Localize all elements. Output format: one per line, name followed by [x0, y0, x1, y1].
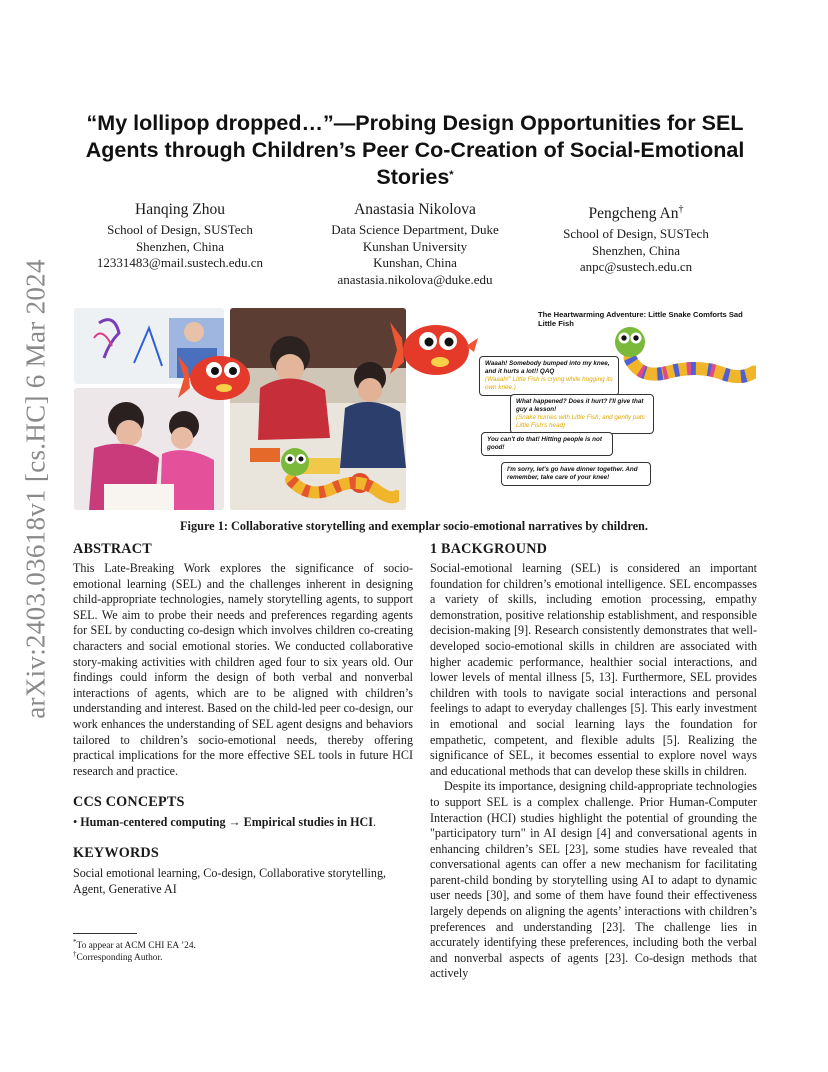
clay-snake-icon — [279, 440, 399, 506]
author-location: Shenzhen, China — [135, 238, 225, 254]
speech-bubble-3 — [481, 432, 613, 456]
bubble-stage-direction: (Waaah!” Little Fish is crying while hugging its own knee.) — [485, 376, 613, 391]
abstract-text: This Late-Breaking Work explores the significance of socio-emotional learning (SEL) and the challenges inherent in designing child-appropriate technologies, namely storytelling agents, to support SEL. We aim to probe their needs and preferences regarding agents for SEL by conducting co-design which involves children co-creating characters and social emotional stories. We conducted collaborative story-making activities with children aged four to six years old. Our findings could inform the design of both verbal and nonverbal interactions of agents, which are to be aligned with children’s understanding and interest. Based on the child-led peer co-design, our work enhances the understanding of SEL agent designs and behaviors tailored to children’s socio-emotional needs, thereby offering practical implications for the more effective SEL tools in future HCI research and practice. — [73, 561, 413, 778]
title-line-3: Stories — [376, 165, 450, 189]
background-paragraph-2: Despite its importance, designing child-appropriate technologies to support SEL is a complex challenge. Prior Human-Computer Interaction (HCI) studies highlight the potential of grounding the "participatory turn" in AI design [4] and conversational agents in enhancing children’s SEL [23], some studies have revealed that conversational agents can offer a new mechanism for facilitating parent-child bonding by storytelling using AI to adapt to dynamic user needs [30], and some of them have found their effectiveness largely depends on aligning the agents’ interactions with children’s preferences and understanding [23]. The challenge lies in accurately identifying these preferences, including both the verbal and nonverbal aspects of agents [23]. Co-design methods that actively — [430, 779, 757, 981]
background-heading: 1 BACKGROUND — [430, 541, 548, 557]
ccs-text — [73, 815, 413, 831]
ccs-period: . — [373, 815, 377, 830]
title-footnote-mark: * — [449, 169, 454, 181]
arxiv-stamp-text: arXiv:2403.03618v1 [cs.HC] 6 Mar 2024 — [20, 259, 51, 719]
footnote-mark: * — [73, 938, 77, 946]
footnote-text: To appear at ACM CHI EA ’24. — [76, 941, 196, 952]
author-block-2 — [322, 200, 508, 288]
author-name: Anastasia Nikolova — [354, 201, 476, 218]
author-email: anastasia.nikolova@duke.edu — [337, 271, 493, 287]
abstract-heading: ABSTRACT — [73, 541, 152, 557]
bubble-stage-direction: (Snake hurries with Little Fish, and gently pats Little Fish's head) — [516, 414, 645, 429]
left-column — [73, 540, 413, 897]
clay-fish-icon — [178, 348, 258, 406]
speech-bubble-2 — [510, 394, 654, 434]
author-block-1 — [95, 200, 265, 272]
author-affiliation: School of Design, SUSTech — [563, 226, 709, 242]
arxiv-stamp — [14, 259, 58, 719]
author-block-3 — [550, 200, 722, 276]
figure-1 — [74, 308, 754, 510]
author-location: Shenzhen, China — [591, 242, 681, 258]
figure-caption: Figure 1: Collaborative storytelling and exemplar socio-emotional narratives by children. — [180, 519, 648, 533]
paper-title — [70, 110, 760, 191]
keywords-heading: KEYWORDS — [73, 844, 159, 861]
bubble-text: What happened? Does it hurt? I'll give that guy a lesson! — [516, 398, 644, 413]
footnote-mark: † — [73, 950, 77, 958]
story-title: The Heartwarming Adventure: Little Snake Comforts Sad Little Fish — [538, 310, 743, 328]
footnote-2 — [73, 948, 162, 964]
speech-bubble-4 — [501, 462, 651, 486]
title-line-1: “My lollipop dropped…”—Probing Design Opportunities for SEL — [86, 111, 744, 135]
author-name: Hanqing Zhou — [135, 201, 225, 218]
photo-girls-coloring — [74, 388, 224, 510]
bubble-text: Waaah! Somebody bumped into my knee, and it hurts a lot!! QAQ — [485, 360, 610, 375]
bubble-text: You can't do that! Hitting people is not good! — [487, 436, 602, 451]
author-name: Pengcheng An — [588, 205, 679, 223]
clay-fish-icon — [390, 316, 478, 382]
author-affiliation-2: Kunshan University — [362, 238, 468, 254]
ccs-heading: CCS CONCEPTS — [73, 794, 185, 811]
ccs-bullet: • — [73, 815, 78, 830]
bubble-text: I'm sorry, let's go have dinner together. And remember, take care of your knee! — [507, 466, 638, 481]
author-footnote-mark: † — [678, 204, 684, 215]
author-affiliation: School of Design, SUSTech — [107, 222, 253, 237]
title-line-2: Agents through Children’s Peer Co-Creation of Social-Emotional — [85, 138, 745, 162]
author-email: anpc@sustech.edu.cn — [579, 259, 693, 275]
author-location: Kunshan, China — [373, 255, 457, 270]
footnote-rule — [73, 933, 137, 934]
clay-snake-icon — [614, 322, 756, 390]
speech-bubble-1 — [479, 356, 619, 396]
keywords-text: Social emotional learning, Co-design, Collaborative storytelling, Agent, Generative AI — [73, 865, 387, 896]
author-affiliation: Data Science Department, Duke — [331, 222, 499, 237]
author-email: 12331483@mail.sustech.edu.cn — [96, 255, 264, 270]
right-column — [430, 540, 757, 982]
background-paragraph-1: Social-emotional learning (SEL) is considered an important foundation for children’s emotional intelligence. SEL encompasses a variety of skills, including emotion processing, empathy demonstration, positive relationship establishment, and responsible decision-making [9]. Research consistently demonstrates that well-developed socio-emotional skills in children are associated with higher academic performance, healthier social interactions, and lower levels of mental illness [5, 13]. Furthermore, SEL provides children with tools to navigate social interactions and personal feelings to adapt to everyday challenges [5]. This early investment in emotional and social learning lays the foundation for empathetic, competent, and flexible adults [5]. Realizing the significance of SEL, it becomes essential to explore novel ways and educational methods that can develop these skills in children. — [430, 561, 757, 778]
footnote-text: Corresponding Author. — [76, 953, 163, 964]
ccs-concept: Human-centered computing → Empirical studies in HCI — [80, 815, 373, 830]
